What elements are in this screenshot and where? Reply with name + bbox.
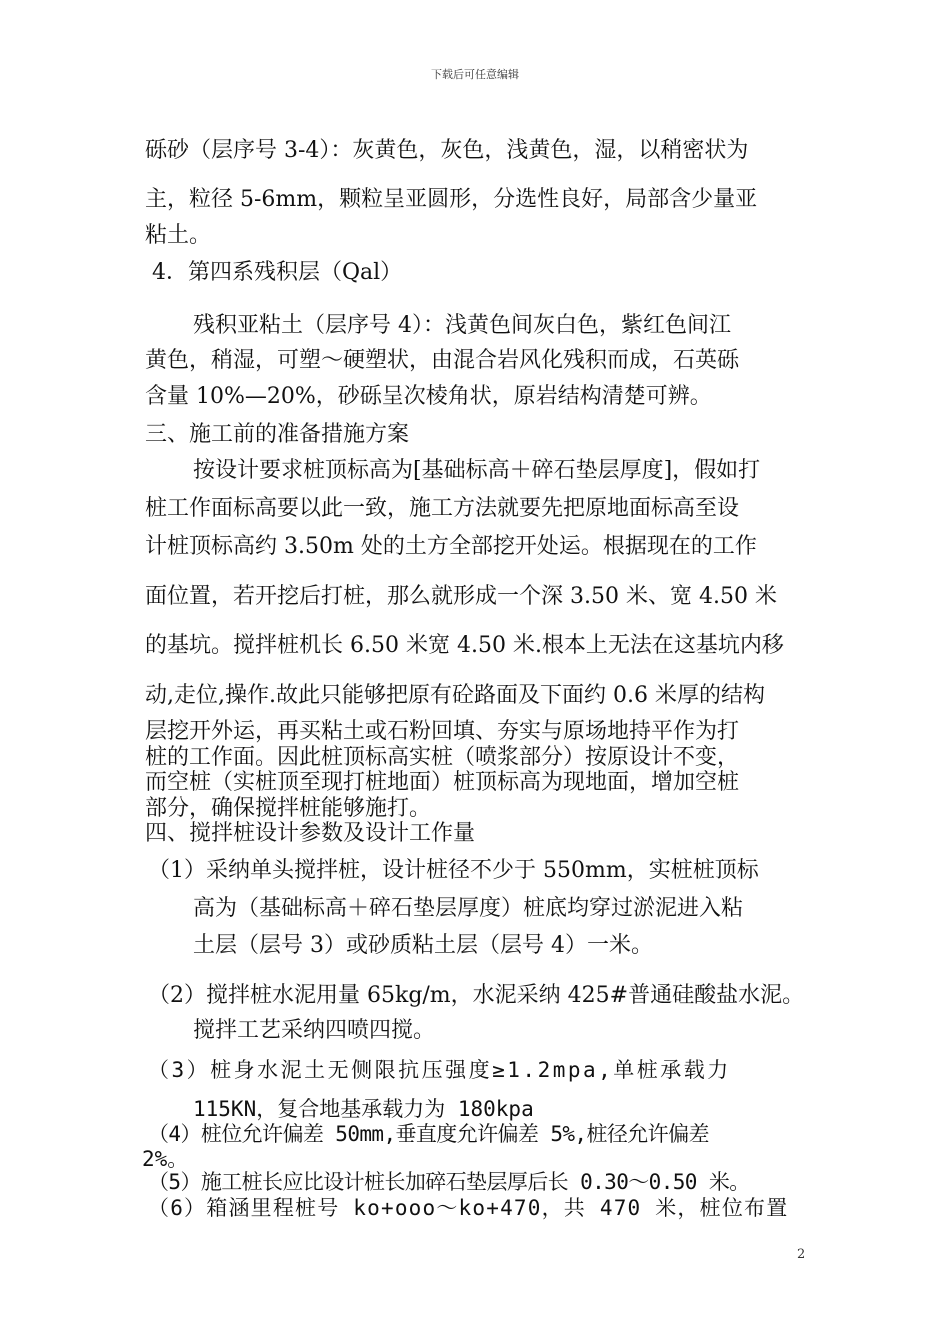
text-line: 而空桩（实桩顶至现打桩地面）桩顶标高为现地面，增加空桩 — [145, 770, 740, 795]
text-line: 层挖开外运，再买粘土或石粉回填、夯实与原场地持平作为打 — [145, 719, 740, 744]
text-line: 桩的工作面。因此桩顶标高实桩（喷浆部分）按原设计不变， — [145, 745, 740, 770]
list-item-continuation: 高为（基础标高＋碎石垫层厚度）桩底均穿过淤泥进入粘 — [193, 896, 744, 921]
text-line: 按设计要求桩顶标高为[基础标高＋碎石垫层厚度]，假如打 — [193, 458, 761, 483]
text-line: 动,走位,操作.故此只能够把原有砼路面及下面约 0.6 米厚的结构 — [145, 683, 765, 708]
list-item-continuation: 115KN，复合地基承载力为 180kpa — [193, 1097, 534, 1121]
text-line: 的基坑。搅拌桩机长 6.50 米宽 4.50 米.根本上无法在这基坑内移 — [145, 633, 784, 658]
text-line: 部分，确保搅拌桩能够施打。 — [145, 796, 432, 821]
text-line: 含量 10%—20%，砂砾呈次棱角状，原岩结构清楚可辨。 — [145, 384, 712, 409]
list-item: （4）桩位允许偏差 50mm,垂直度允许偏差 5%,桩径允许偏差 — [148, 1122, 709, 1146]
page-header: 下载后可任意编辑 — [431, 68, 519, 81]
text-line: 砾砂（层序号 3-4）：灰黄色，灰色，浅黄色，湿，以稍密状为 — [145, 138, 749, 163]
list-item-continuation: 2%。 — [142, 1147, 189, 1171]
text-line: 黄色，稍湿，可塑～硬塑状，由混合岩风化残积而成，石英砾 — [145, 348, 740, 373]
text-line: 计桩顶标高约 3.50m 处的土方全部挖开处运。根据现在的工作 — [145, 534, 757, 559]
text-line: 桩工作面标高要以此一致，施工方法就要先把原地面标高至设 — [145, 496, 740, 521]
list-item-continuation: 搅拌工艺采纳四喷四搅。 — [193, 1018, 436, 1043]
page-number: 2 — [797, 1247, 806, 1262]
list-item: （2）搅拌桩水泥用量 65kg/m，水泥采纳 425#普通硅酸盐水泥。 — [148, 983, 805, 1008]
section-heading: 四、搅拌桩设计参数及设计工作量 — [145, 821, 476, 846]
section-heading: 4．第四系残积层（Qal） — [152, 260, 403, 285]
list-item-continuation: 土层（层号 3）或砂质粘土层（层号 4）一米。 — [193, 933, 653, 958]
text-line: 粘土。 — [145, 223, 212, 248]
list-item: （1）采纳单头搅拌桩，设计桩径不少于 550mm，实桩桩顶标 — [148, 858, 759, 883]
text-line: 面位置，若开挖后打桩，那么就形成一个深 3.50 米、宽 4.50 米 — [145, 584, 777, 609]
section-heading: 三、施工前的准备措施方案 — [145, 422, 410, 447]
list-item: （6）箱涵里程桩号 ko+ooo～ko+470，共 470 米，桩位布置 — [148, 1196, 789, 1220]
list-item: （5）施工桩长应比设计桩长加碎石垫层厚后长 0.30～0.50 米。 — [148, 1170, 750, 1194]
text-line: 残积亚粘土（层序号 4）：浅黄色间灰白色，紫红色间江 — [193, 313, 731, 338]
list-item: （3）桩身水泥土无侧限抗压强度≥1.2mpa,单桩承载力 — [148, 1058, 731, 1082]
text-line: 主，粒径 5-6mm，颗粒呈亚圆形，分选性良好，局部含少量亚 — [145, 187, 758, 212]
